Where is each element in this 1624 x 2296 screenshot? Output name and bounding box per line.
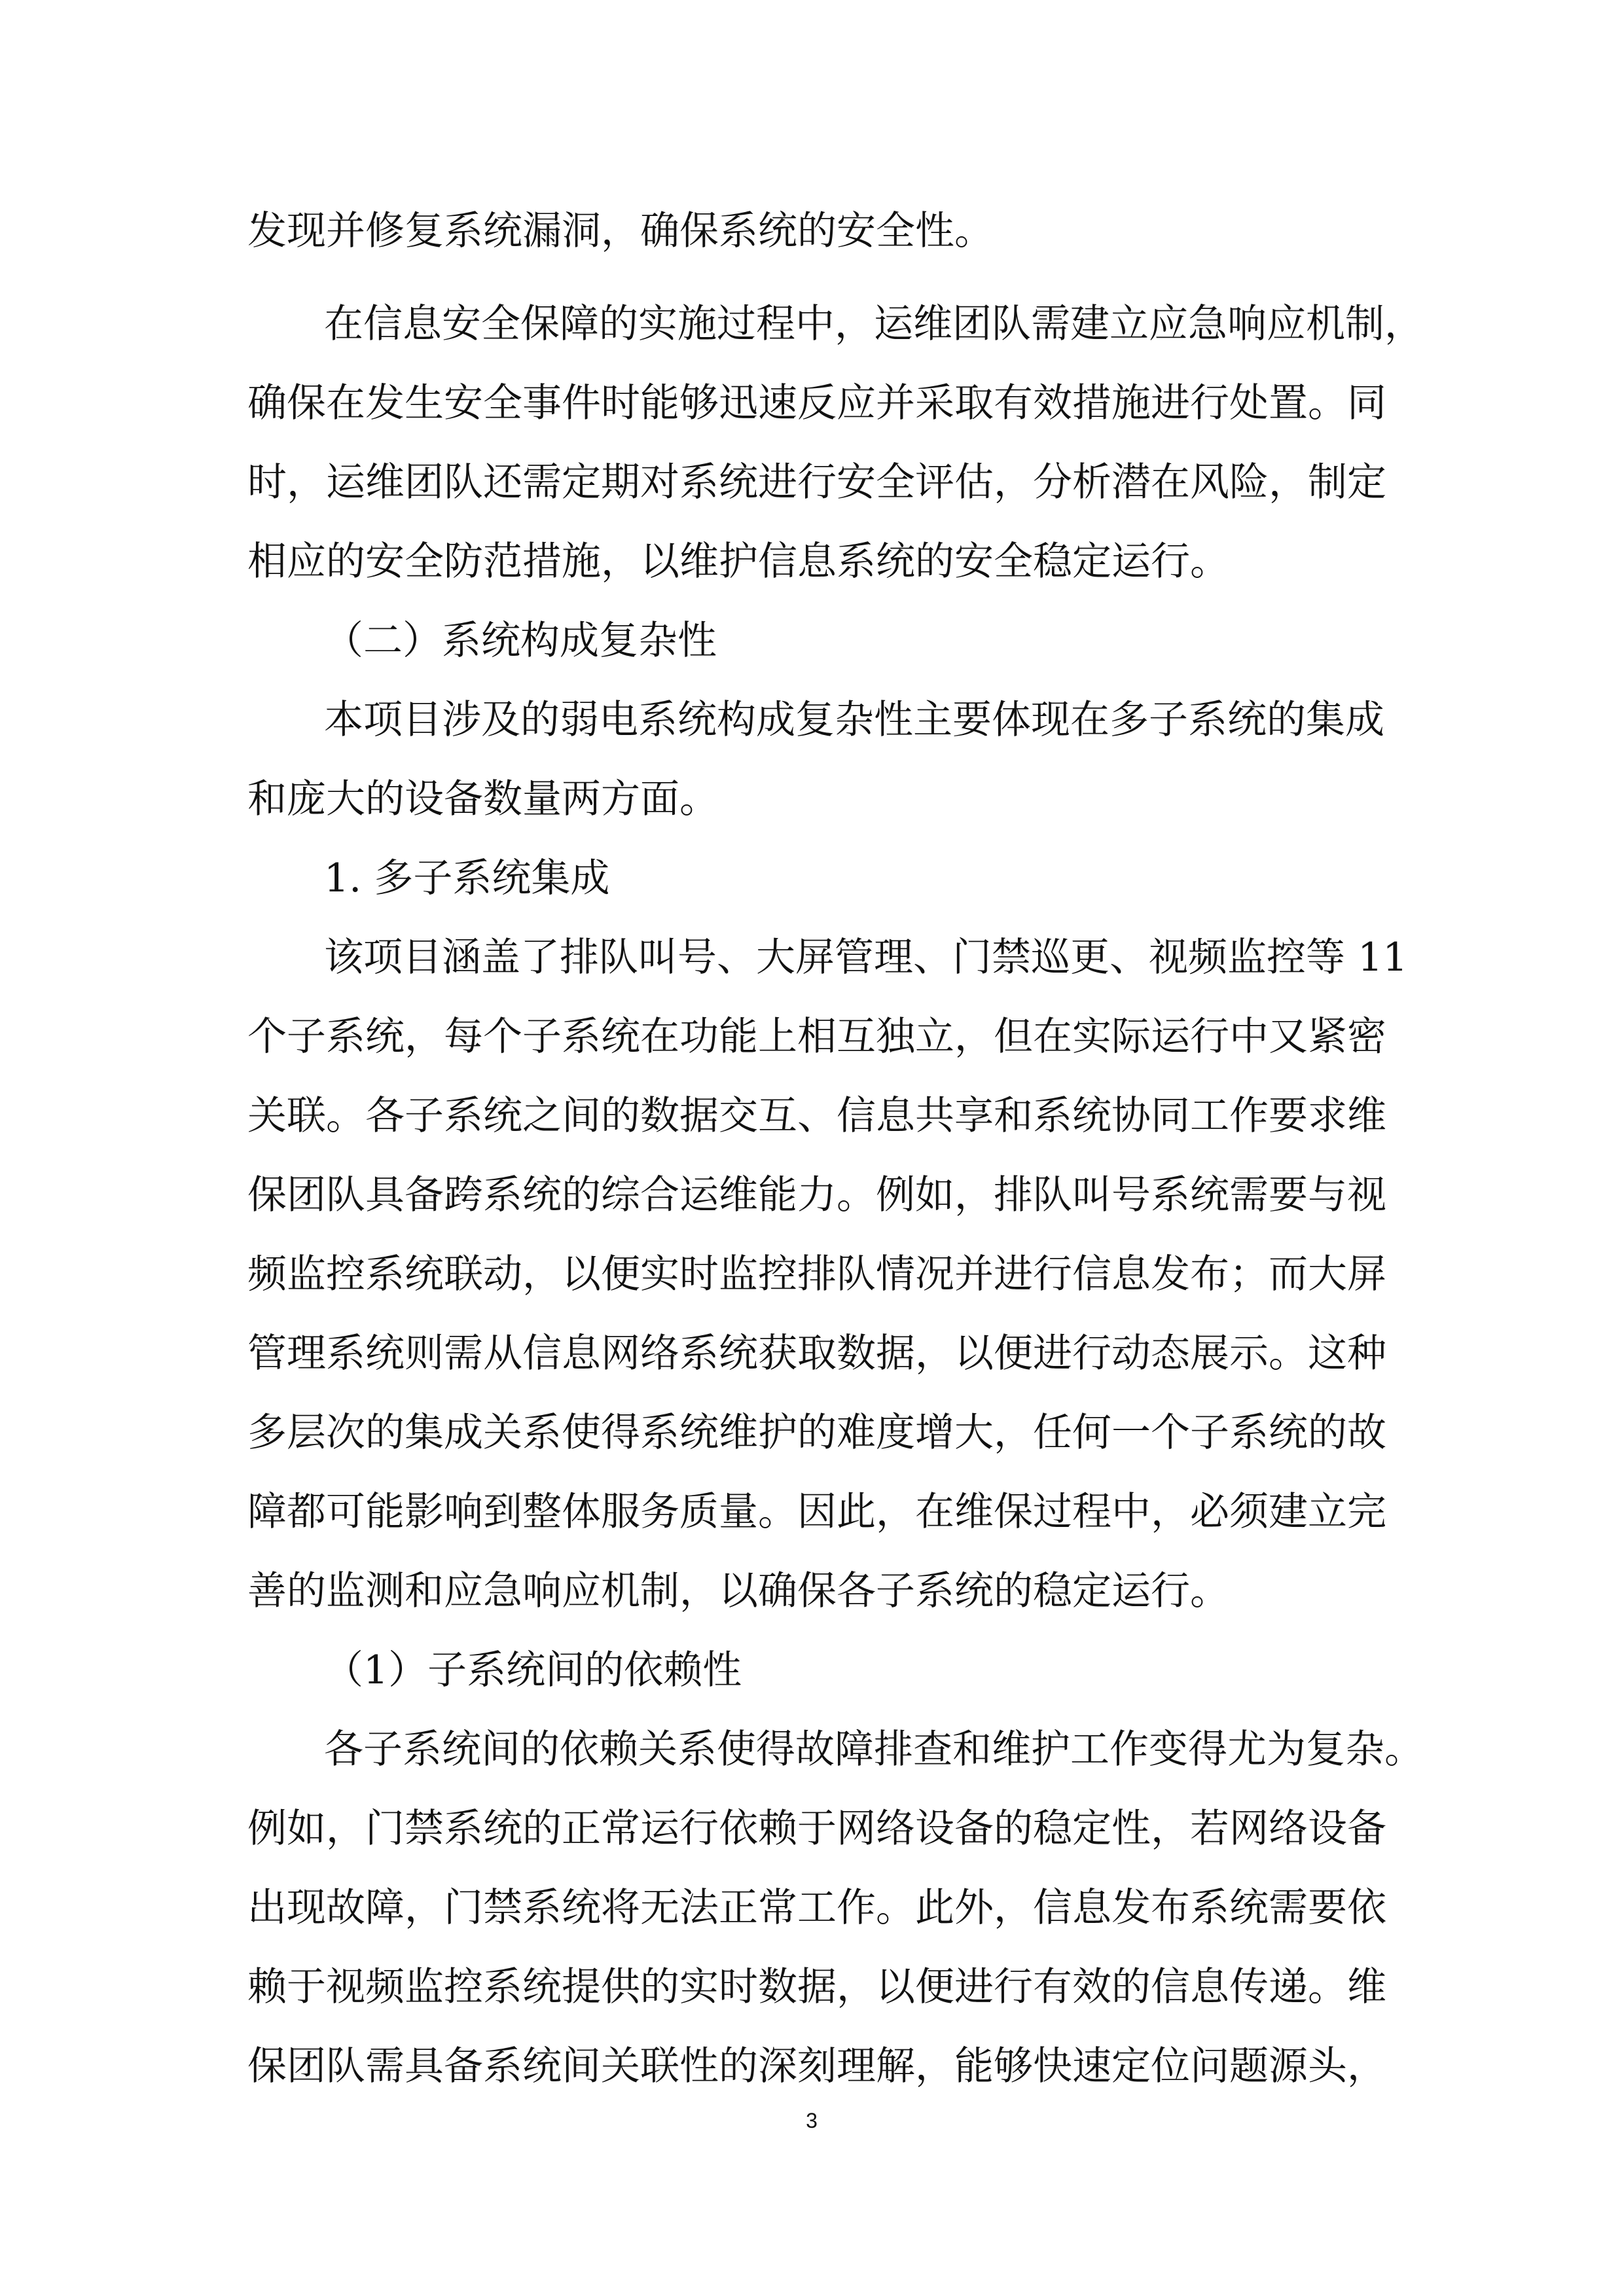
subsection-heading: 1. 多子系统集成 — [324, 855, 610, 901]
text-line: 个子系统，每个子系统在功能上相互独立，但在实际运行中又紧密 — [247, 1014, 1386, 1060]
page-number: 3 — [806, 2109, 818, 2132]
text-line: 善的监测和应急响应机制，以确保各子系统的稳定运行。 — [247, 1568, 1229, 1614]
text-line: 保团队具备跨系统的综合运维能力。例如，排队叫号系统需要与视 — [247, 1172, 1386, 1218]
text-line: 障都可能影响到整体服务质量。因此，在维保过程中，必须建立完 — [247, 1489, 1386, 1535]
text-line: 该项目涵盖了排队叫号、大屏管理、门禁巡更、视频监控等 11 — [324, 935, 1408, 980]
text-line: 关联。各子系统之间的数据交互、信息共享和系统协同工作要求维 — [247, 1093, 1386, 1139]
section-heading: （二）系统构成复杂性 — [324, 618, 717, 664]
text-line: 频监控系统联动，以便实时监控排队情况并进行信息发布；而大屏 — [247, 1251, 1386, 1297]
text-line: 出现故障，门禁系统将无法正常工作。此外，信息发布系统需要依 — [247, 1885, 1386, 1931]
text-line: 管理系统则需从信息网络系统获取数据，以便进行动态展示。这种 — [247, 1331, 1386, 1376]
text-line: 发现并修复系统漏洞，确保系统的安全性。 — [247, 208, 994, 254]
text-line: 在信息安全保障的实施过程中，运维团队需建立应急响应机制， — [324, 301, 1424, 347]
text-line: 和庞大的设备数量两方面。 — [247, 776, 719, 822]
text-line: 各子系统间的依赖关系使得故障排查和维护工作变得尤为复杂。 — [324, 1727, 1424, 1772]
text-line: 确保在发生安全事件时能够迅速反应并采取有效措施进行处置。同 — [247, 380, 1386, 426]
subsection-heading: （1）子系统间的依赖性 — [324, 1647, 742, 1693]
text-line: 相应的安全防范措施，以维护信息系统的安全稳定运行。 — [247, 539, 1229, 584]
text-line: 时，运维团队还需定期对系统进行安全评估，分析潜在风险，制定 — [247, 459, 1386, 505]
text-line: 保团队需具备系统间关联性的深刻理解，能够快速定位问题源头， — [247, 2043, 1386, 2089]
text-line: 例如，门禁系统的正常运行依赖于网络设备的稳定性，若网络设备 — [247, 1806, 1386, 1852]
text-line: 赖于视频监控系统提供的实时数据，以便进行有效的信息传递。维 — [247, 1964, 1386, 2010]
text-line: 本项目涉及的弱电系统构成复杂性主要体现在多子系统的集成 — [324, 697, 1384, 743]
text-line: 多层次的集成关系使得系统维护的难度增大，任何一个子系统的故 — [247, 1410, 1386, 1456]
